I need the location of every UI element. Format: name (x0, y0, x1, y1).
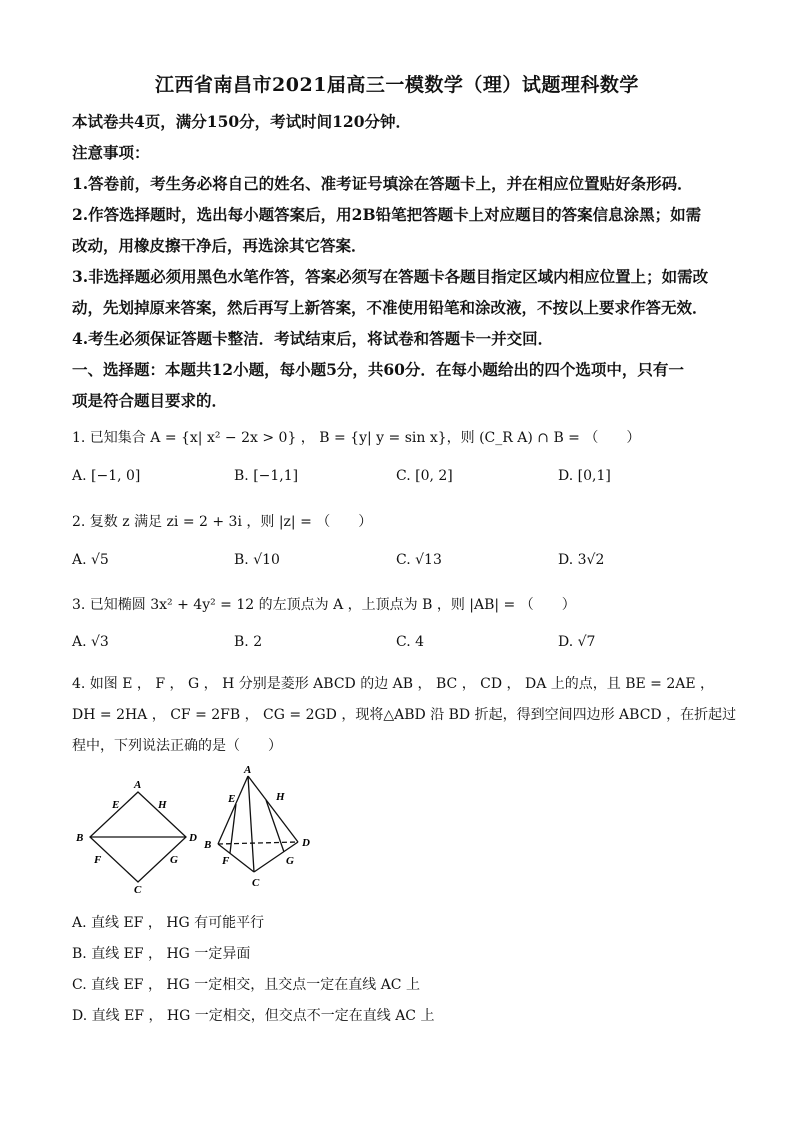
q1-option-b: B. [−1,1] (234, 468, 299, 484)
notice-line: 1.答卷前，考生务必将自己的姓名、准考证号填涂在答题卡上，并在相应位置贴好条形码． (72, 174, 693, 193)
notice-line: 2.作答选择题时，选出每小题答案后，用2B铅笔把答题卡上对应题目的答案信息涂黑；如需 (72, 205, 702, 224)
rhombus-label-b: B (76, 832, 84, 844)
section-heading: 项是符合题目要求的． (72, 391, 228, 410)
question-2: 2. 复数 z 满足 zi = 2 + 3i ，则 |z| = （ ） (72, 514, 373, 530)
q2-option-b: B. √10 (234, 552, 280, 568)
q4-option-c: C. 直线 EF ， HG 一定相交，且交点一定在直线 AC 上 (72, 977, 420, 993)
tetra-label-d: D (302, 837, 310, 849)
rhombus-label-e: E (112, 799, 120, 811)
intro: 本试卷共4页，满分150分，考试时间120分钟． (72, 112, 411, 131)
rhombus-label-f: F (94, 854, 102, 866)
tetra-label-e: E (228, 793, 236, 805)
notice-line: 3.非选择题必须用黑色水笔作答，答案必须写在答题卡各题目指定区域内相应位置上；如需改 (72, 267, 709, 286)
q4-option-a: A. 直线 EF ， HG 有可能平行 (72, 915, 265, 931)
tetra-label-b: B (204, 839, 212, 851)
section-heading: 一、选择题：本题共12小题，每小题5分，共60分．在每小题给出的四个选项中，只有一 (72, 360, 684, 379)
segment-hg (266, 800, 284, 852)
q2-option-a: A. √5 (72, 552, 109, 568)
tetra-label-h: H (276, 791, 285, 803)
rhombus-label-h: H (158, 799, 167, 811)
notice-line: 4.考生必须保证答题卡整洁．考试结束后，将试卷和答题卡一并交回． (72, 329, 554, 348)
q4-option-d: D. 直线 EF ， HG 一定相交，但交点不一定在直线 AC 上 (72, 1008, 435, 1024)
tetra-label-f: F (222, 855, 230, 867)
page-title: 江西省南昌市2021届高三一模数学（理）试题理科数学 (155, 74, 639, 96)
q1-option-c: C. [0, 2] (396, 468, 453, 484)
question-4-line: 程中，下列说法正确的是（ ） (72, 738, 282, 754)
q1-option-a: A. [−1, 0] (72, 468, 141, 484)
q2-option-c: C. √13 (396, 552, 442, 568)
notice-line: 动，先划掉原来答案，然后再写上新答案，不准使用铅笔和涂改液，不按以上要求作答无效． (72, 298, 708, 317)
rhombus-label-c: C (134, 884, 142, 895)
q3-option-c: C. 4 (396, 634, 425, 650)
q1-option-d: D. [0,1] (558, 468, 611, 484)
question-1: 1. 已知集合 A = {x| x² − 2x > 0} ， B = {y| y = sin x}，则 (C_R A) ∩ B = （ ） (72, 430, 641, 446)
q3-option-a: A. √3 (72, 634, 109, 650)
q4-option-b: B. 直线 EF ， HG 一定异面 (72, 946, 251, 962)
tetra-label-a: A (244, 764, 252, 776)
rhombus-label-g: G (170, 854, 178, 866)
tetra-label-g: G (286, 855, 294, 867)
hidden-edge-bd (218, 842, 298, 844)
rhombus-label-d: D (189, 832, 197, 844)
notice-line: 改动，用橡皮擦干净后，再选涂其它答案． (72, 236, 367, 255)
question-3: 3. 已知椭圆 3x² + 4y² = 12 的左顶点为 A ，上顶点为 B ，则 |AB| = （ ） (72, 597, 576, 613)
tetra-label-c: C (252, 877, 260, 889)
question-4-line: 4. 如图 E ， F ， G ， H 分别是菱形 ABCD 的边 AB ， BC ， CD ， DA 上的点，且 BE = 2AE ， (72, 676, 715, 692)
question-4-line: DH = 2HA ， CF = 2FB ， CG = 2GD ，现将△ABD 沿 BD 折起，得到空间四边形 ABCD ，在折起过 (72, 707, 737, 723)
q3-option-d: D. √7 (558, 634, 596, 650)
q3-option-b: B. 2 (234, 634, 263, 650)
rhombus-label-a: A (134, 779, 142, 791)
notice-heading: 注意事项： (72, 143, 150, 162)
tetrahedron-figure (200, 762, 350, 892)
q2-option-d: D. 3√2 (558, 552, 605, 568)
rhombus-figure (70, 770, 210, 895)
